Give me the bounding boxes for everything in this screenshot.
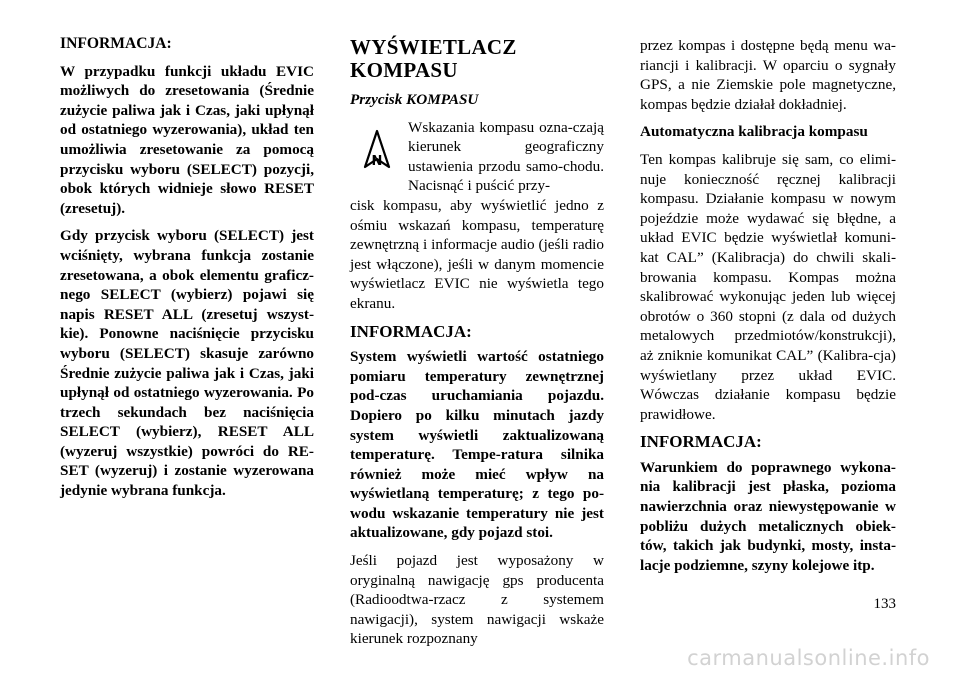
note-title: INFORMACJA: [640, 432, 762, 452]
compass-button-subheading: Przycisk KOMPASU [350, 91, 479, 108]
heading-line-1: WYŚWIETLACZ [350, 35, 517, 59]
gps-paragraph: Jeśli pojazd jest wyposażony w oryginalną nawigację gps producenta (Radioodtwa-rzacz z systemem nawigacji), system nawigacji wskaże kierunek rozpoznany [350, 552, 604, 648]
note-title: INFORMACJA: [350, 321, 472, 341]
gps-paragraph-continued: przez kompas i dostępne będą menu wa-riancji i kalibracji. W oparciu o sygnały GPS, a nie Ziemskie pole magnetyczne, kompas będzie działał dokładniej. [640, 37, 896, 113]
right-column [640, 36, 896, 583]
middle-column [350, 36, 604, 657]
auto-calibration-text: Ten kompas kalibruje się sam, co elimi-nuje konieczność ręcznej kalibracji kompasu. Działanie kompasu w nowym pojeździe może wydawać się błędne, a układ EVIC będzie wyświetlał komuni-kat CAL” (Kalibracja) do chwili skali-browania kompasu. Kompas można skalibrować wykonując jeden lub więcej obrotów o 360 stopni (z dala od dużych metalowych przedmiotów/konstrukcji), aż zniknie komunikat CAL” (Kalibra-cja) wyświetlany przez układ EVIC. Wówczas działanie kompasu będzie prawidłowe. [640, 150, 896, 423]
note-paragraph-reset: W przypadku funkcji układu EVIC możliwych do zresetowania (Średnie zużycie paliwa jak i Czas, jaki upłynął od ostatniego wyzerowania), układ ten umożliwia zresetowanie za pomocą przycisku wyboru (SELECT) pozycji, obok których widnieje słowo RESET (zresetuj). [60, 62, 314, 217]
note-title: INFORMACJA: [60, 35, 172, 52]
compass-intro-rest: cisk kompasu, aby wyświetlić jedno z ośmiu wskazań kompasu, temperaturę zewnętrzną i informacje audio (jeśli radio jest włączone), jeśli w danym momencie wyświetlacz EVIC nie wyświetla tego ekranu. [350, 196, 604, 312]
note-temperature: System wyświetli wartość ostatniego pomiaru temperatury zewnętrznej pod-czas uruchamiania pojazdu. Dopiero po kilku minutach jazdy system wyświetli zaktualizowaną temperaturę. Tempe-ratura silnika również może mieć wpływ na wyświetlaną temperaturę; z tego po-wodu wskazanie temperatury nie jest aktualizowane, gdy pojazd stoi. [350, 348, 604, 542]
svg-text:N: N [371, 153, 383, 169]
section-heading [350, 36, 604, 82]
compass-intro-side-text: Wskazania kompasu ozna-czają kierunek geograficzny ustawienia przodu samo-chodu. Nacisnąć i puścić przy- [408, 118, 604, 195]
auto-calibration-title: Automatyczna kalibracja kompasu [640, 123, 868, 141]
page-number: 133 [873, 596, 896, 612]
note-paragraph-select: Gdy przycisk wyboru (SELECT) jest wciśnięty, wybrana funkcja zostanie zresetowana, a obok elementu graficz-nego SELECT (wybierz) pojawi się napis RESET ALL (zresetuj wszyst-kie). Ponowne naciśnięcie przycisku wyboru (SELECT) skasuje zarówno Średnie zużycie paliwa jak i Czas, jaki upłynął od ostatniego wyzerowania. Po trzech sekundach bez naciśnięcia SELECT (wybierz), RESET ALL (wyzeruj wszystkie) powróci do RE-SET (wyzeruj) i zostanie wyzerowana jedynie wybrana funkcja. [60, 227, 314, 500]
note-calibration: Warunkiem do poprawnego wykona-nia kalibracji jest płaska, pozioma nawierzchnia oraz niewystępowanie w pobliżu dużych metalicznych obiek-tów, takich jak budynki, mosty, insta-lacje podziemne, szyny kolejowe itp. [640, 458, 896, 574]
compass-n-icon [350, 118, 408, 182]
left-column [60, 34, 314, 509]
compass-intro [350, 118, 604, 196]
heading-line-2: KOMPASU [350, 58, 458, 82]
watermark: carmanualsonline.info [687, 646, 930, 670]
